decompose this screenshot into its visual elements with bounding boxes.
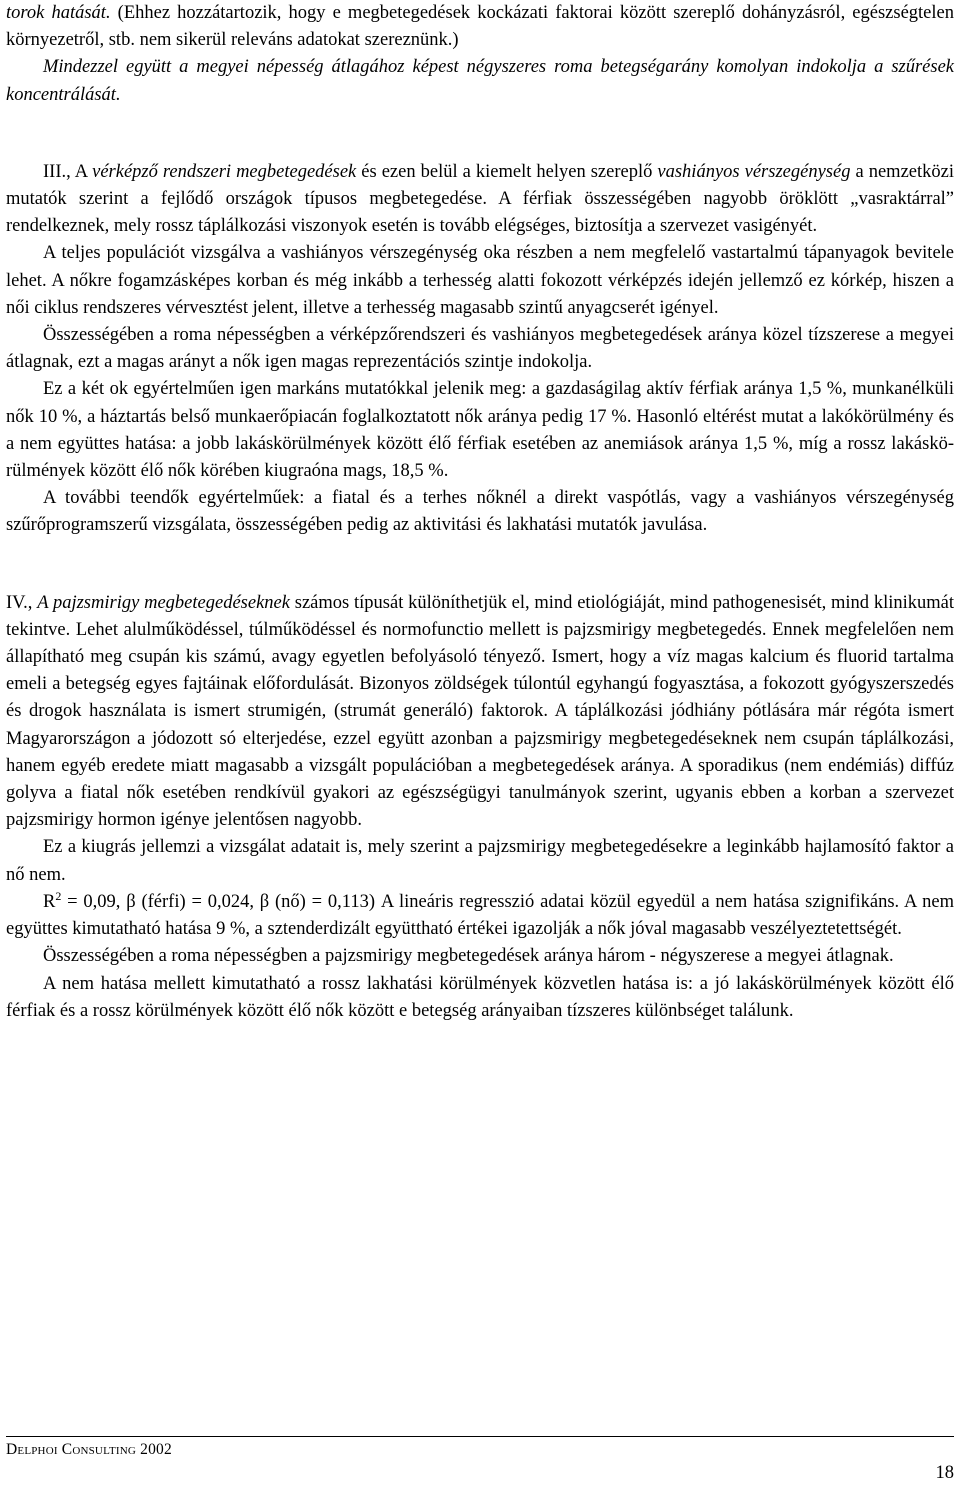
footer-publisher: Delphoi Consulting 2002: [6, 1441, 172, 1458]
page-number: 18: [935, 1463, 954, 1483]
section-4-paragraph-4: Összességében a roma népességben a pajzsmirigy megbetegedések aránya három - négyszerese a megyei átlagnak.: [43, 946, 894, 967]
text-fragment: (Ehhez hozzátartozik, hogy e megbetegedések kockázati faktorai között szereplő dohányzásról, egészségtelen környezetről, stb. nem sikerül releváns adatokat szereznünk.): [6, 3, 954, 51]
superscript: 2: [55, 888, 62, 903]
r-squared-symbol: R: [43, 891, 56, 912]
text-fragment: , A: [66, 161, 93, 182]
section-3-title: vérképző rendszeri megbetegedések: [92, 161, 357, 182]
text-fragment: és ezen belül a kiemelt helyen szereplő: [356, 161, 658, 182]
page-body: [6, 0, 954, 1025]
text-fragment: = 0,09, β (férfi) = 0,024, β (nő) = 0,113) A lineáris regresszió adatai közül egyedül a nem hatása szignifikáns. A nem együttes kimutatható hatása 9 %, a sztenderdizált együttható értékei igazolják a nők jóval magasabb veszélyeztetettségét.: [6, 891, 954, 940]
section-4-paragraph-1: [6, 590, 954, 835]
section-3-paragraph-2: A teljes populációt vizsgálva a vashiányos vérszegénység oka részben a nem megfelelő vastartalmú tápanyagok bevitele lehet. A nőkre fogamzásképes korban és még inkább a terhesség alatti fokozott vérképzés idején jellemző ez kórkép, hiszen a női ciklus rendszeres vérvesztést jelent, illetve a terhesség magasabb szintű anyagcserét igényel.: [6, 243, 954, 318]
section-4-paragraph-3: [6, 889, 954, 943]
section-4-title: A pajzsmirigy megbetegedéseknek: [37, 592, 290, 613]
section-4-paragraph-5: A nem hatása mellett kimutatható a rossz lakhatási körülmények közvetlen hatása is: a jó lakáskörülmények között élő férfiak és a rossz körülmények között élő nők között e betegség arányaiban tízszeres különbséget találunk.: [6, 973, 954, 1021]
section-3-paragraph-4: Ez a két ok egyértelműen igen markáns mutatókkal jelenik meg: a gazdaságilag aktív férfiak aránya 1,5 %, munkanélküli nők 10 %, a háztartás belső munkaerőpiacán foglalkoztatott nők aránya pedig 17 %. Hasonló eltérést mutat a lakókörülmény és a nem együttes hatása: a jobb lakáskörülmények között élő férfiak esetében az anemiások aránya 1,5 %, míg a rossz lakáskörülmények között élő nők körében kiugraóna mags, 18,5 %.: [6, 379, 954, 482]
section-gap: [6, 540, 954, 590]
italic-fragment: torok hatását.: [6, 3, 111, 23]
section-3-number: III.: [43, 161, 67, 182]
section-3-paragraph-3: Összességében a roma népességben a vérképzőrendszeri és vashiányos megbetegedések aránya közel tízszerese a megyei átlagnak, ezt a magas arányt a nők igen magas reprezentációs szintje indokolja.: [6, 325, 954, 373]
section-3-paragraph-5: A további teendők egyértelműek: a fiatal és a terhes nőknél a direkt vaspótlás, vagy a vashiányos vérszegénység szűrőprogramszerű vizsgálata, összességében pedig az aktivitási és lakhatási mutatók javulása.: [6, 488, 954, 536]
section-3-term: vashiányos vérszegénység: [657, 161, 851, 182]
footer-divider: [6, 1436, 954, 1437]
text-fragment: a nemzetközi mutatók szerint a fejlődő országok típusos megbetegedése. A férfiak összességében nagyobb öröklött „vasraktárral” rendelkeznek, mely rossz táplálkozási viszonyok esetén is tovább elégséges, biztosítja a szervezet vasigényét.: [6, 161, 954, 237]
text-fragment: ,: [27, 592, 38, 613]
section-4-paragraph-2: Ez a kiugrás jellemzi a vizsgálat adatait is, mely szerint a pajzsmirigy megbetegedésekre a leginkább hajlamosító faktor a nő nem.: [6, 837, 954, 885]
section-4-number: IV.: [6, 592, 28, 613]
paragraph-intro-summary: Mindezzel együtt a megyei népesség átlagához képest négyszeres roma betegségarány komolyan indokolja a szűrések koncentrálását.: [6, 57, 954, 105]
paragraph-intro-continuation: [6, 0, 954, 54]
section-3-paragraph-1: [6, 159, 954, 241]
text-fragment: számos típusát különíthetjük el, mind etiológiáját, mind pathogenesisét, mind klinikumát tekintve. Lehet alulműködéssel, túlműködéssel és normofunctio mellett is pajzsmirigy megbetegedés. Ennek megfelelően nem állapítható meg csupán kis számú, avagy egyetlen befolyásoló tényező. Ismert, hogy a víz magas kalcium és fluorid tartalma emeli a betegség egyes fajtáinak előfordulását. Bizonyos zöldségek túlontúl egyhangú fogyasztása, a fokozott gyógyszerszedés és drogok használata is ismert strumigén, (strumát generáló) faktorok. A táplálkozási jódhiány pótlására már régóta ismert Magyarországon a jódozott só elterjedése, ezzel együtt azonban a pajzsmirigy megbetegedéseknek nem csupán táplálkozási, hanem egyéb eredete miatt magasabb a vizsgált populációban a megbetegedések aránya. A sporadikus (nem endémiás) diffúz golyva a fiatal nők esetében rendkívül gyakori az egészségügyi tanulmányok szerint, ugyanis ebben a korban a szervezet pajzsmirigy hormon igénye jelentősen nagyobb.: [6, 592, 955, 831]
section-gap: [6, 109, 954, 159]
